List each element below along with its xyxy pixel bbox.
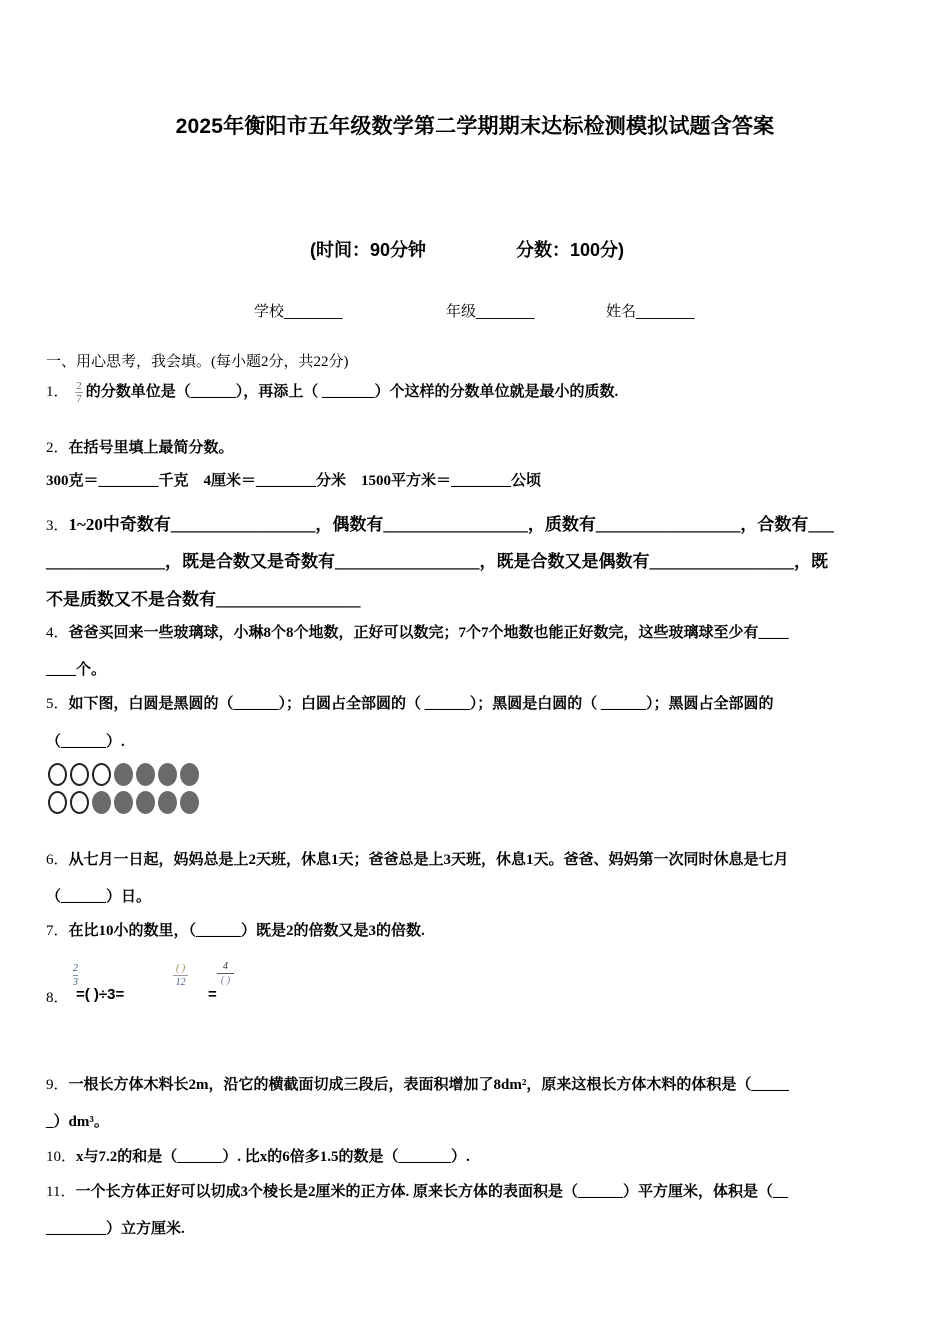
- black-circle: [180, 791, 199, 814]
- fraction-numerator: 2: [73, 963, 78, 974]
- school-blank: _______: [284, 303, 343, 320]
- question-number: 2．: [46, 440, 69, 456]
- name-label: 姓名: [606, 303, 637, 320]
- question-text: 如下图，白圆是黑圆的（______）；白圆占全部圆的（ ______）；黑圆是白圆的（ ______）；黑圆占全部圆的: [68, 696, 774, 712]
- time-label: (时间：90分钟: [310, 240, 427, 260]
- question-number: 7．: [46, 923, 69, 939]
- school-label: 学校: [254, 303, 285, 320]
- black-circle: [136, 791, 155, 814]
- grade-label: 年级: [446, 303, 477, 320]
- fraction-denominator: 7: [76, 393, 82, 406]
- white-circle: [92, 763, 111, 786]
- name-field[interactable]: [606, 300, 694, 321]
- question-text: 一个长方体正好可以切成3个棱长是2厘米的正方体. 原来长方体的表面积是（______）平方厘米，体积是（__: [75, 1184, 788, 1200]
- fraction-denominator: ( ): [220, 975, 231, 986]
- question-number: 6．: [46, 852, 69, 868]
- black-circle: [158, 763, 177, 786]
- question-9: [46, 1073, 789, 1094]
- question-6: [46, 848, 789, 869]
- fraction-two-thirds: [73, 962, 78, 989]
- question-4-line-2: ____个。: [46, 662, 107, 678]
- question-1: [46, 380, 618, 405]
- black-circle: [180, 763, 199, 786]
- fraction: [75, 380, 83, 405]
- grade-blank: _______: [476, 303, 535, 320]
- question-3-line-2: ______________，既是合数又是奇数有_________________，既是合数又是偶数有_________________，既: [46, 552, 828, 571]
- fraction-denominator: 12: [175, 977, 186, 988]
- question-3-line-3: 不是质数又不是合数有_________________: [46, 590, 361, 609]
- question-number: 1．: [46, 384, 69, 400]
- question-text: 从七月一日起，妈妈总是上2天班，休息1天；爸爸总是上3天班，休息1天。爸爸、妈妈第一次同时休息是七月: [68, 852, 789, 868]
- question-number: 8．: [46, 990, 69, 1006]
- question-7: [46, 919, 425, 940]
- question-2-line: 300克＝________千克 4厘米＝________分米 1500平方米＝________公顷: [46, 473, 542, 489]
- circles-figure: [48, 763, 199, 819]
- question-text: 一根长方体木料长2m，沿它的横截面切成三段后，表面积增加了8dm²，原来这根长方体木料的体积是（_____: [68, 1077, 789, 1093]
- equals-sign: =: [208, 986, 217, 1003]
- white-circle: [70, 791, 89, 814]
- score-label: 分数：100分): [516, 240, 625, 260]
- black-circle: [92, 791, 111, 814]
- question-number: 3．: [46, 518, 69, 534]
- school-field[interactable]: [254, 300, 342, 321]
- question-text: 爸爸买回来一些玻璃球，小琳8个8个地数，正好可以数完；7个7个地数也能正好数完，这些玻璃球至少有____: [68, 625, 789, 641]
- question-number: 4．: [46, 625, 69, 641]
- circle-row-2: [48, 791, 199, 814]
- question-number: 9．: [46, 1077, 69, 1093]
- question-3: [46, 510, 834, 535]
- fraction-numerator: 2: [76, 380, 82, 393]
- equation-part: =( )÷3=: [76, 986, 125, 1003]
- black-circle: [114, 791, 133, 814]
- question-4: [46, 621, 789, 642]
- question-text: x与7.2的和是（______）. 比x的6倍多1.5的数是（_______）.: [76, 1149, 470, 1165]
- section-heading: 一、用心思考，我会填。(每小题2分，共22分): [46, 354, 349, 370]
- grade-field[interactable]: [446, 300, 534, 321]
- question-9-line-2: _）dm³。: [46, 1114, 109, 1130]
- question-text: 在括号里填上最简分数。: [68, 440, 234, 456]
- question-number: 5．: [46, 696, 69, 712]
- fraction-4-over-blank: [217, 960, 234, 987]
- circle-row-1: [48, 763, 199, 786]
- question-6-line-2: （______）日。: [46, 889, 152, 905]
- question-text: 1~20中奇数有_________________，偶数有_________________，质数有_________________，合数有___: [68, 515, 834, 534]
- fraction-denominator: 3: [73, 977, 78, 988]
- fraction-numerator: 4: [217, 960, 234, 974]
- question-number: 10．: [46, 1149, 77, 1165]
- question-number: 11．: [46, 1184, 76, 1200]
- document-title: 2025年衡阳市五年级数学第二学期期末达标检测模拟试题含答案: [175, 115, 775, 138]
- black-circle: [136, 763, 155, 786]
- question-10: [46, 1145, 470, 1166]
- question-2: [46, 436, 234, 457]
- white-circle: [48, 791, 67, 814]
- white-circle: [48, 763, 67, 786]
- question-text: 在比10小的数里，（______）既是2的倍数又是3的倍数.: [68, 923, 425, 939]
- fraction-numerator: ( ): [173, 962, 188, 976]
- white-circle: [70, 763, 89, 786]
- question-8: [46, 960, 306, 1010]
- question-5-line-2: （______）.: [46, 734, 125, 750]
- question-5: [46, 692, 774, 713]
- black-circle: [114, 763, 133, 786]
- black-circle: [158, 791, 177, 814]
- question-11: [46, 1180, 788, 1201]
- question-text: 的分数单位是（______），再添上（ _______）个这样的分数单位就是最小的质数.: [85, 384, 619, 400]
- fraction-over-12: [173, 962, 188, 989]
- question-11-line-2: ________）立方厘米.: [46, 1221, 185, 1237]
- name-blank: _______: [636, 303, 695, 320]
